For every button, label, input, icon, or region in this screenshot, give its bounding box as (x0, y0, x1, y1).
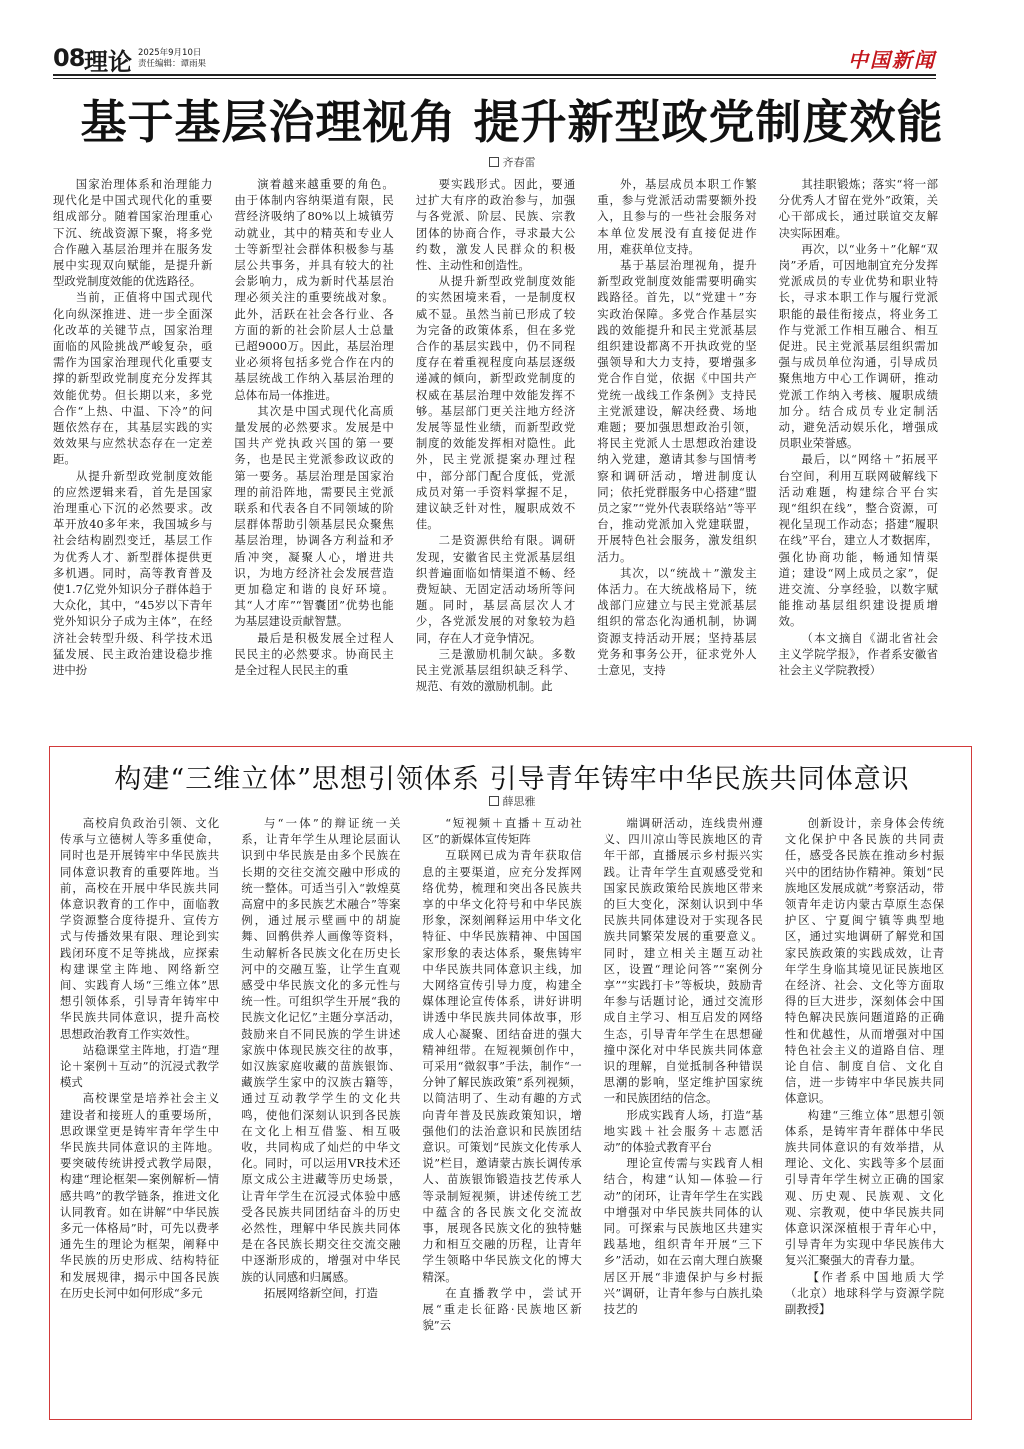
issue-date: 2025年9月10日 (138, 48, 202, 58)
paragraph: 形成实践育人场，打造“基地实践＋社会服务＋志愿活动”的体验式教育平台 (603, 1107, 763, 1155)
article-1-column (779, 176, 938, 741)
paragraph: 其次是中国式现代化高质量发展的必然要求。发展是中国共产党执政兴国的第一要务，也是民主党派参政议政的第一要务。基层治理是国家治理的前沿阵地，需要民主党派联系和代表各自不同领域的阶层群体帮助引领基层民众聚焦基层治理，协调各方利益和矛盾冲突，凝聚人心，增进共识，为地方经济社会发展营造更加稳定和谐的良好环境。其“人才库”“智囊团”优势也能为基层建设贡献智慧。 (234, 403, 394, 629)
article-2-column (422, 815, 581, 1407)
article-1-column (597, 176, 756, 741)
header-rule (53, 74, 936, 76)
article-1-body (53, 176, 938, 741)
paragraph: 要实践形式。因此，要通过扩大有序的政治参与，加强与各党派、阶层、民族、宗教团体的协商合作，寻求最大公约数，激发人民群众的积极性、主动性和创造性。 (415, 177, 576, 273)
paragraph: 与“一体”的辩证统一关系，让青年学生从理论层面认识到中华民族是由多个民族在长期的交往交流交融中形成的统一整体。可适当引入“敦煌莫高窟中的多民族艺术融合”等案例，通过展示壁画中的胡旋舞、回鹘供养人画像等资料，生动解析各民族文化在历史长河中的交融互鉴，让学生直观感受中华民族文化的多元性与统一性。可组织学生开展“我的民族文化记忆”主题分享活动，鼓励来自不同民族的学生讲述家族中体现民族交往的故事，如汉族家庭收藏的苗族银饰、藏族学生家中的汉族古籍等，通过互动教学学生的文化共鸣，使他们深刻认识到各民族在文化上相互借鉴、相互吸收，共同构成了灿烂的中华文化。同时，可以运用VR技术还原文成公主进藏等历史场景，让青年学生在沉浸式体验中感受各民族共同团结奋斗的历史必然性，理解中华民族共同体是在各民族长期交往交流交融中逐渐形成的，增强对中华民族的认同感和归属感。 (241, 816, 401, 1284)
paragraph: 从提升新型政党制度效能的应然逻辑来看，首先是国家治理重心下沉的必然要求。改革开放40多年来，我国城乡与社会结构剧烈变迁，基层工作为优秀人才、新型群体提供更多机遇。同时，高等教育普及使1.7亿党外知识分子群体趋于大众化，其中，“45岁以下青年党外知识分子成为主体”，在经济社会转型升级、科学技术迅猛发展、民主政治建设稳步推进中扮 (53, 468, 213, 678)
paragraph: 端调研活动，连线贵州遵义、四川凉山等民族地区的青年干部，直播展示乡村振兴实践。让青年学生直观感受党和国家民族政策给民族地区带来的巨大变化，深刻认识到中华民族共同体建设对于实现各民族共同繁荣发展的重要意义。同时，建立相关主题互动社区，设置“理论问答”“案例分享”“实践打卡”等板块，鼓励青年参与话题讨论，通过交流形成自主学习、相互启发的网络生态，引导青年学生在思想碰撞中深化对中华民族共同体意识的理解，自觉抵制各种错误思潮的影响，坚定维护国家统一和民族团结的信念。 (603, 816, 763, 1106)
paragraph: 高校课堂是培养社会主义建设者和接班人的重要场所，思政课堂更是铸牢青年学生中华民族共同体意识的主阵地。要突破传统讲授式教学局限，构建“理论框架—案例解析—情感共鸣”的教学链条，推进文化认同教育。如在讲解“中华民族多元一体格局”时，可先以费孝通先生的理论为框架，阐释中华民族的历史形成、结构特征和发展规律，揭示中国各民族在历史长河中如何形成“多元 (60, 1091, 220, 1300)
article-2-body (60, 815, 944, 1407)
article-1-byline (0, 154, 1024, 170)
paragraph: （本文摘自《湖北省社会主义学院学报》，作者系安徽省社会主义学院教授） (778, 630, 939, 678)
paragraph: 外，基层成员本职工作繁重，参与党派活动需要额外投入，且参与的一些社会服务对本单位发展没有直接促进作用，难获单位支持。 (597, 177, 757, 256)
responsible-editor: 责任编辑：谭雨果 (138, 59, 207, 69)
article-2-column (604, 815, 763, 1407)
paragraph: 其挂职锻炼；落实“将一部分优秀人才留在党外”政策，关心干部成长，通过联谊交友解决实际困难。 (778, 177, 939, 240)
paragraph: 互联网已成为青年获取信息的主要渠道，应充分发挥网络优势，梳理和突出各民族共享的中华文化符号和中华民族形象，深刻阐释运用中华文化特征、中华民族精神、中国国家形象的表达体系，聚焦铸牢中华民族共同体意识主线，加大网络宣传引导力度，构建全媒体理论宣传体系，讲好讲明讲透中华民族共同体故事，形成人心凝聚、团结奋进的强大精神纽带。在短视频创作中，可采用“微叙事”手法，制作“一分钟了解民族政策”系列视频，以简洁明了、生动有趣的方式向青年普及民族政策知识，增强他们的法治意识和民族团结意识。可策划“民族文化传承人说”栏目，邀请蒙古族长调传承人、苗族银饰锻造技艺传承人等录制短视频，讲述传统工艺中蕴含的各民族文化交流故事，展现各民族文化的独特魅力和相互交融的历程，让青年学生领略中华民族文化的博大精深。 (422, 848, 582, 1284)
page-number: 08 (53, 44, 85, 72)
paragraph: 二是资源供给有限。调研发现，安徽省民主党派基层组织普遍面临如情渠道不畅、经费短缺、无固定活动场所等问题。同时，基层高层次人才少，各党派发展的对象较为趋同，存在人才竞争情况。 (415, 533, 576, 645)
article-2-column (785, 815, 944, 1407)
paragraph: 在直播教学中，尝试开展“重走长征路·民族地区新貌”云 (422, 1285, 582, 1333)
paragraph: 理论宣传需与实践育人相结合，构建“认知—体验—行动”的闭环，让青年学生在实践中增强对中华民族共同体的认同。可探索与民族地区共建实践基地，组织青年开展“三下乡”活动，如在云南大理白族聚居区开展“非遗保护与乡村振兴”调研，让青年参与白族扎染技艺的 (603, 1156, 763, 1317)
paragraph: 站稳课堂主阵地，打造“理论＋案例＋互动”的沉浸式教学模式 (60, 1042, 220, 1090)
paragraph: 从提升新型政党制度效能的实然困境来看，一是制度权威不显。虽然当前已形成了较为完备的政策体系，但在多党合作的基层实践中，仍不同程度存在着重视程度向基层逐级递减的倾向，新型政党制度的权威在基层治理中效能发挥不够。基层部门更关注地方经济发展等显性业绩，而新型政党制度的效能发挥相对隐性。此外，民主党派提案办理过程中，部分部门配合度低，党派成员对第一手资料掌握不足，建议缺乏针对性，履职成效不佳。 (415, 274, 576, 532)
byline-square-icon (489, 796, 499, 806)
article-2-title: 构建“三维立体”思想引领体系 引导青年铸牢中华民族共同体意识 (114, 764, 910, 795)
byline-square-icon (489, 157, 499, 167)
paragraph: 基于基层治理视角，提升新型政党制度效能需要明确实践路径。首先，以“党建＋”夯实政治保障。多党合作基层实践的效能提升和民主党派基层组织建设都离不开执政党的坚强领导和大力支持，要增强多党合作自觉，依据《中国共产党统一战线工作条例》支持民主党派建设，解决经费、场地难题；要加强思想政治引领，将民主党派人士思想政治建设纳入党建，邀请其参与国情考察和调研活动，增进制度认同；依托党群服务中心搭建“盟员之家”“党外代表联络站”等平台，推动党派加入党建联盟，开展特色社会服务，激发组织活力。 (597, 258, 757, 564)
newspaper-logo: 中国新闻 (848, 48, 936, 72)
article-2-column (60, 815, 219, 1407)
header-rule-thin (53, 78, 936, 79)
paragraph: 再次，以“业务＋”化解“双岗”矛盾，可因地制宜充分发挥党派成员的专业优势和职业特长，寻求本职工作与履行党派职能的最佳衔接点，将业务工作与党派工作相互融合、相互促进。民主党派基层组织需加强与成员单位沟通，引导成员聚焦地方中心工作调研，推动党派工作纳入考核、履职成绩加分。结合成员专业定制活动，避免活动娱乐化，增强成员职业荣誉感。 (778, 241, 939, 451)
paragraph: 其次，以“统战＋”激发主体活力。在大统战格局下，统战部门应建立与民主党派基层组织的常态化沟通机制，协调资源支持活动开展；坚持基层党务和事务公开，征求党外人士意见，支持 (597, 565, 757, 678)
paragraph: 【作者系中国地质大学（北京）地球科学与资源学院副教授】 (784, 1269, 945, 1317)
article-1-author: 齐春雷 (502, 156, 536, 169)
article-2-byline (0, 793, 1024, 809)
paragraph: 高校肩负政治引领、文化传承与立德树人等多重使命，同时也是开展铸牢中华民族共同体意识教育的重要阵地。当前，高校在开展中华民族共同体意识教育的工作中，面临教学资源整合度待提升、宣传方式与传播效果有限、理论到实践闭环度不足等挑战，应探索构建课堂主阵地、网络新空间、实践育人场“三维立体”思想引领体系，引导青年铸牢中华民族共同体意识，提升高校思想政治教育工作实效性。 (60, 816, 220, 1041)
paragraph: 构建“三维立体”思想引领体系，是铸牢青年群体中华民族共同体意识的有效举措，从理论、文化、实践等多个层面引导青年学生树立正确的国家观、历史观、民族观、文化观、宗教观，使中华民族共同体意识深深植根于青年心中，引导青年为实现中华民族伟大复兴汇聚强大的青春力量。 (784, 1107, 945, 1268)
paragraph: “短视频＋直播＋互动社区”的新媒体宣传矩阵 (422, 816, 582, 847)
article-1-column (234, 176, 393, 741)
paragraph: 三是激励机制欠缺。多数民主党派基层组织缺乏科学、规范、有效的激励机制。此 (415, 646, 576, 694)
section-name: 理论 (84, 47, 132, 76)
issue-info (138, 48, 206, 70)
paragraph: 国家治理体系和治理能力现代化是中国式现代化的重要组成部分。随着国家治理重心下沉、统战资源下聚，将多党合作融入基层治理并在服务发展中实现双向赋能，是提升新型政党制度效能的优选路径。 (53, 177, 213, 289)
paragraph: 创新设计，亲身体会传统文化保护中各民族的共同责任，感受各民族在推动乡村振兴中的团结协作精神。策划“民族地区发展成就”考察活动，带领青年走访内蒙古草原生态保护区、宁夏闽宁镇等典型地区，通过实地调研了解党和国家民族政策的实践成效，让青年学生身临其境见证民族地区在经济、社会、文化等方面取得的巨大进步，深刻体会中国特色解决民族问题道路的正确性和优越性，从而增强对中国特色社会主义的道路自信、理论自信、制度自信、文化自信，进一步铸牢中华民族共同体意识。 (784, 816, 945, 1106)
paragraph: 当前，正值将中国式现代化向纵深推进、进一步全面深化改革的关键节点，国家治理面临的风险挑战严峻复杂，亟需作为国家治理现代化重要支撑的新型政党制度充分发挥其效能优势。但长期以来，多党合作“上热、中温、下冷”的问题依然存在，其基层实践的实效效果与应然状态存在一定差距。 (53, 290, 213, 467)
article-1-title: 基于基层治理视角 提升新型政党制度效能 (80, 95, 944, 149)
paragraph: 最后是积极发展全过程人民民主的必然要求。协商民主是全过程人民民主的重 (234, 630, 394, 678)
page-header (0, 0, 1024, 80)
paragraph: 拓展网络新空间，打造 (264, 1285, 378, 1300)
paragraph: 演着越来越重要的角色。由于体制内容纳渠道有限，民营经济吸纳了80%以上城镇劳动就业，其中的精英和专业人士等新型社会群体积极参与基层公共事务，并具有较大的社会影响力，成为新时代基层治理必须关注的重要统战对象。此外，活跃在社会各行业、各方面的新的社会阶层人士总量已超9000万。因此，基层治理业必须将包括多党合作在内的基层统战工作纳入基层治理的总体布局一体推进。 (234, 177, 394, 402)
article-2-column (241, 815, 400, 1407)
article-2-author: 薛思雅 (502, 795, 536, 808)
article-1-column (53, 176, 212, 741)
article-1-column (416, 176, 575, 741)
paragraph: 最后，以“网络＋”拓展平台空间，利用互联网破解线下活动难题，构建综合平台实现“组织在线”，整合资源，可视化呈现工作动态；搭建“履职在线”平台，建立人才数据库，强化协商功能，畅通知情渠道；建设“网上成员之家”，促进交流、分享经验，以数字赋能推动基层组织建设提质增效。 (778, 452, 939, 629)
